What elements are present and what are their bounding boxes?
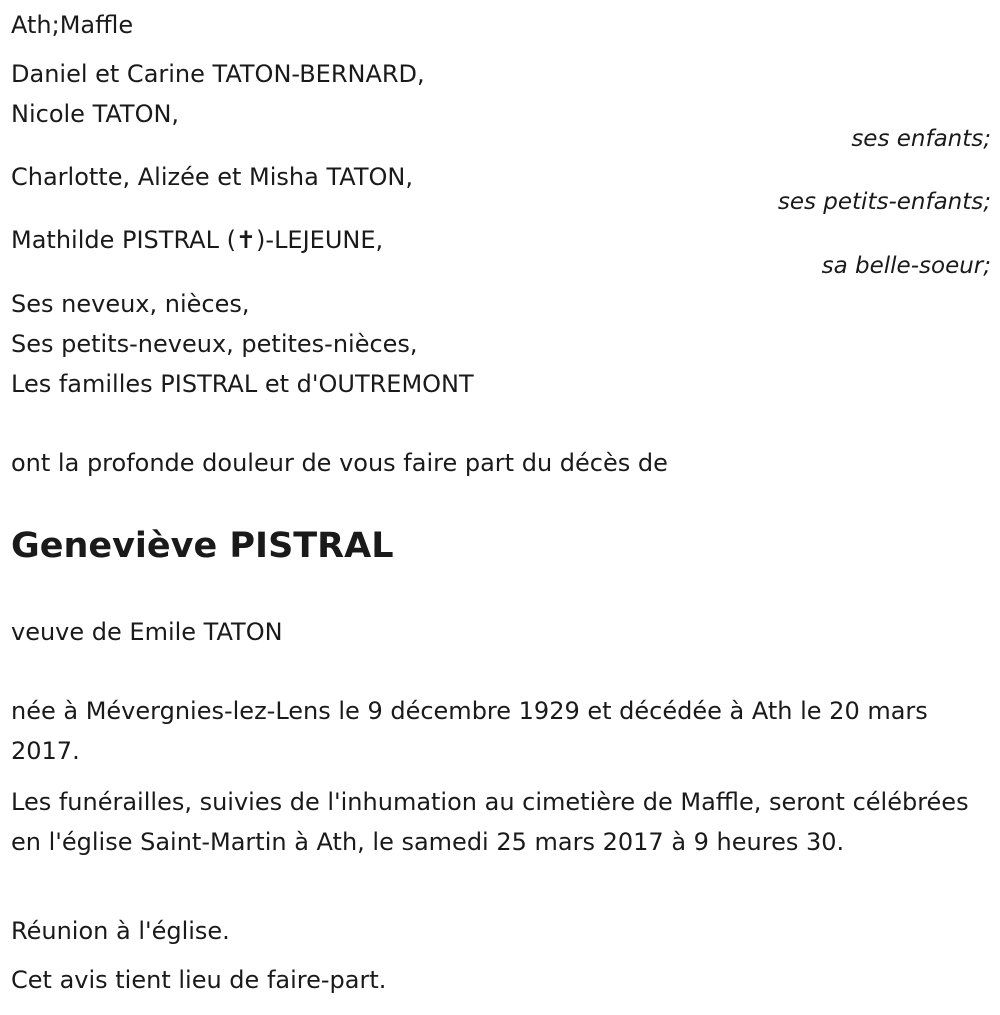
deceased-name: Geneviève PISTRAL bbox=[11, 526, 394, 566]
birth-death-paragraph: née à Mévergnies-lez-Lens le 9 décembre 1929 et décédée à Ath le 20 mars 2017. bbox=[11, 697, 928, 765]
notice-line: Cet avis tient lieu de faire-part. bbox=[11, 966, 387, 994]
grandchildren-role: ses petits-enfants; bbox=[777, 189, 991, 215]
grandnephews-line: Ses petits-neveux, petites-nièces, bbox=[11, 330, 418, 358]
sister-in-law-role: sa belle-soeur; bbox=[821, 253, 991, 279]
funeral-paragraph: Les funérailles, suivies de l'inhumation au cimetière de Maffle, seront célébrées en l'église Saint-Martin à Ath, le samedi 25 mars 2017 à 9 heures 30. bbox=[11, 788, 969, 856]
grandchildren-line: Charlotte, Alizée et Misha TATON, bbox=[11, 163, 413, 191]
families-line: Les familles PISTRAL et d'OUTREMONT bbox=[11, 370, 474, 398]
children-line-2: Nicole TATON, bbox=[11, 100, 180, 128]
children-role: ses enfants; bbox=[851, 126, 991, 152]
widow-of-line: veuve de Emile TATON bbox=[11, 618, 283, 646]
location-header: Ath;Maffle bbox=[11, 11, 134, 39]
meeting-line: Réunion à l'église. bbox=[11, 917, 230, 945]
nephews-line: Ses neveux, nièces, bbox=[11, 290, 250, 318]
sister-in-law-line: Mathilde PISTRAL (✝)-LEJEUNE, bbox=[11, 226, 384, 254]
announcement-intro: ont la profonde douleur de vous faire part du décès de bbox=[11, 449, 668, 477]
children-line-1: Daniel et Carine TATON-BERNARD, bbox=[11, 60, 425, 88]
